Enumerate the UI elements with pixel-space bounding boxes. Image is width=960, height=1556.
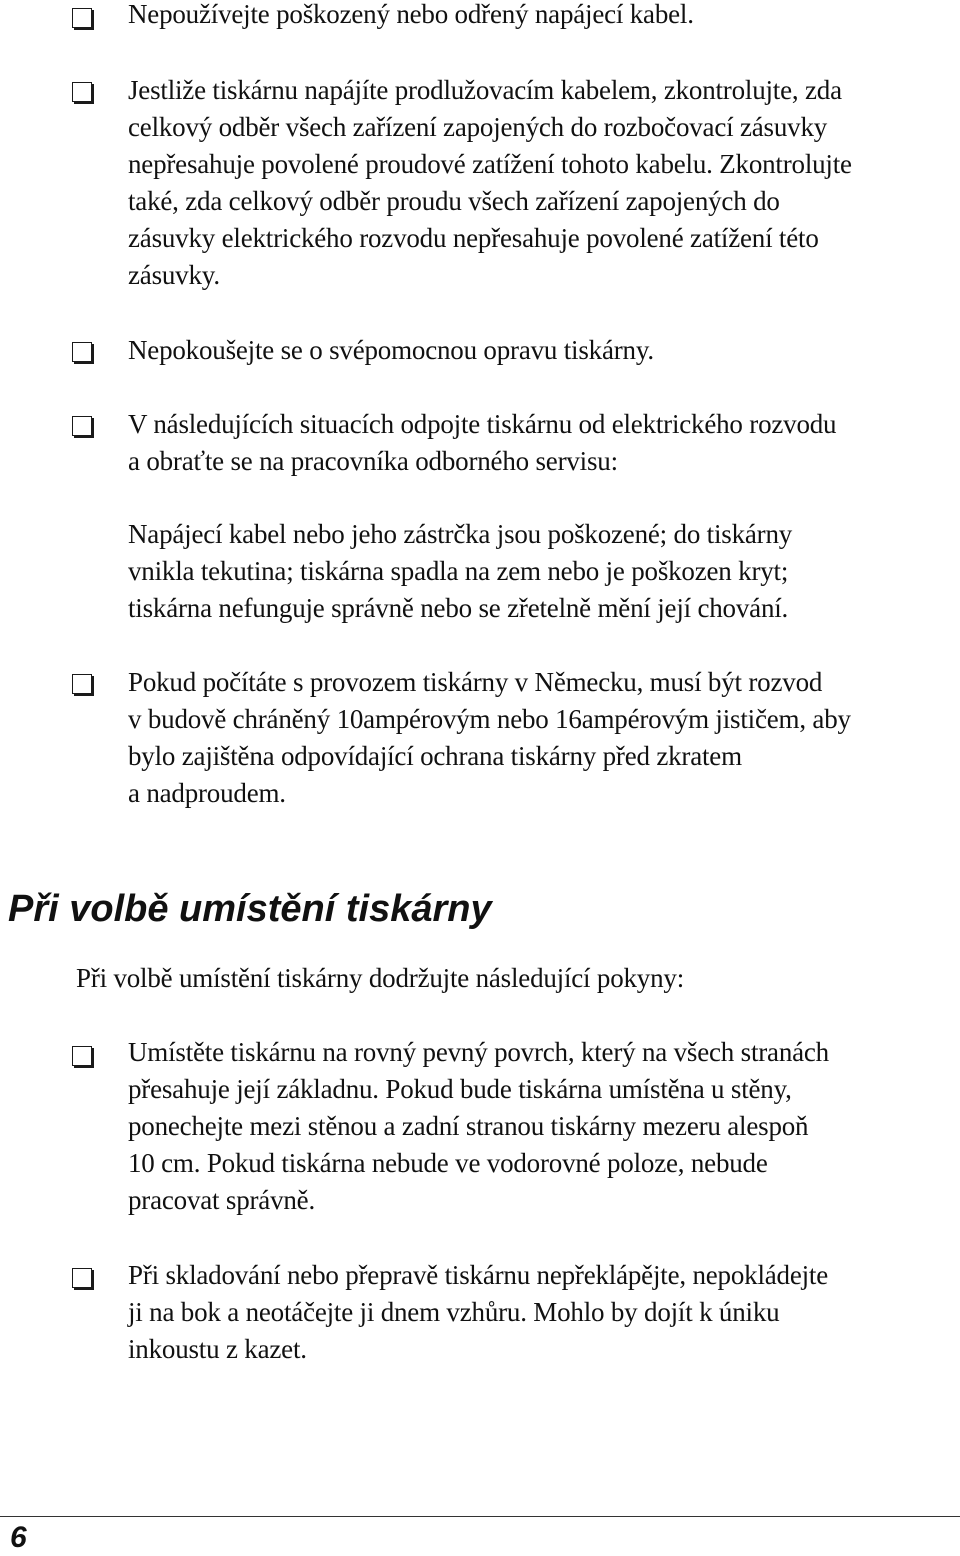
checkbox-bullet-icon [72, 1046, 92, 1066]
list-item-text: Jestliže tiskárnu napájíte prodlužovacím kabelem, zkontrolujte, zda celkový odběr všech zařízení zapojených do rozbočovací zásuvky nepřesahuje povolené proudové zatížení tohoto kabelu. Zkontrolujte také, zda celkový odběr proudu všech zařízení zapojených do zásuvky elektrického rozvodu nepřesahuje povolené zatížení této zásuvky. [128, 75, 852, 290]
checkbox-bullet-icon [72, 674, 92, 694]
checkbox-bullet-icon [72, 416, 92, 436]
checkbox-bullet-icon [72, 1268, 92, 1288]
checkbox-bullet-icon [72, 342, 92, 362]
checkbox-bullet-icon [72, 8, 92, 28]
section-intro: Při volbě umístění tiskárny dodržujte následující pokyny: [76, 963, 685, 993]
list-item-text: Umístěte tiskárnu na rovný pevný povrch, který na všech stranách přesahuje její základnu. Pokud bude tiskárna umístěna u stěny, ponechejte mezi stěnou a zadní stranou tiskárny mezeru alespoň 10 cm. Pokud tiskárna nebude ve vodorovné poloze, nebude pracovat správně. [128, 1037, 829, 1215]
list-item-text: Nepoužívejte poškozený nebo odřený napájecí kabel. [128, 0, 694, 29]
section-heading: Při volbě umístění tiskárny [8, 888, 492, 930]
footer-divider [0, 1516, 960, 1517]
list-item-detail: Napájecí kabel nebo jeho zástrčka jsou poškozené; do tiskárny vnikla tekutina; tiskárna spadla na zem nebo je poškozen kryt; tiskárna nefunguje správně nebo se zřetelně mění její chování. [128, 519, 793, 623]
list-item-text: Při skladování nebo přepravě tiskárnu nepřeklápějte, nepokládejte ji na bok a neotáčejte ji dnem vzhůru. Mohlo by dojít k úniku inkoustu z kazet. [128, 1260, 828, 1364]
list-item-text: V následujících situacích odpojte tiskárnu od elektrického rozvodu a obraťte se na pracovníka odborného servisu: [128, 409, 837, 476]
list-item-text: Pokud počítáte s provozem tiskárny v Německu, musí být rozvod v budově chráněný 10ampérovým nebo 16ampérovým jističem, aby bylo zajištěna odpovídající ochrana tiskárny před zkratem a nadproudem. [128, 667, 851, 808]
checkbox-bullet-icon [72, 82, 92, 102]
list-item-text: Nepokoušejte se o svépomocnou opravu tiskárny. [128, 335, 654, 365]
page-number: 6 [10, 1521, 27, 1554]
